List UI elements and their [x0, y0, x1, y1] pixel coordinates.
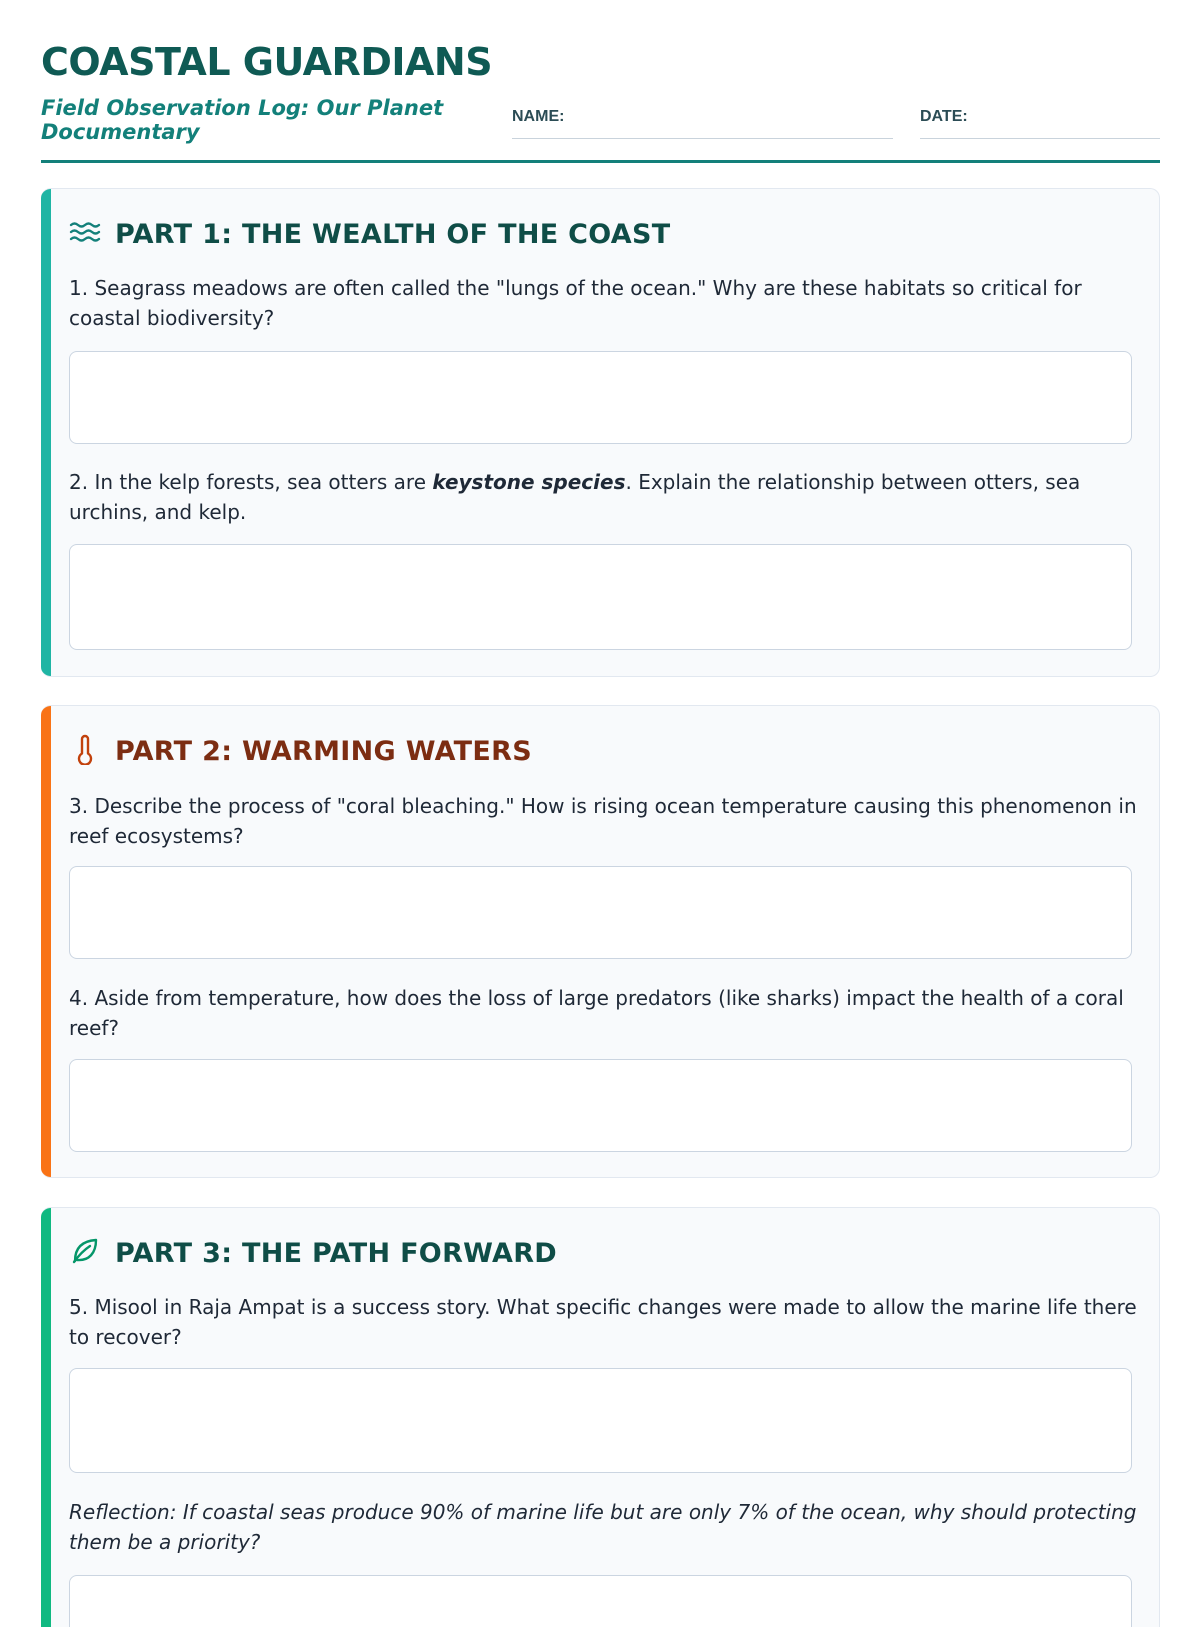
- section-title: PART 2: WARMING WATERS: [115, 735, 532, 767]
- section-part-3: [41, 1207, 1160, 1627]
- date-label: DATE:: [920, 108, 968, 125]
- section-header: [69, 733, 532, 769]
- question-3: 3. Describe the process of "coral bleaching." How is rising ocean temperature causing this phenomenon in reef ecosystems?: [69, 794, 1137, 848]
- question-4: 4. Aside from temperature, how does the loss of large predators (like sharks) impact the health of a coral reef?: [69, 986, 1124, 1040]
- section-title: PART 1: THE WEALTH OF THE COAST: [115, 218, 671, 250]
- section-header: [69, 1235, 557, 1271]
- thermometer-icon: [69, 733, 101, 769]
- section-part-1: [41, 188, 1160, 677]
- date-field[interactable]: [920, 108, 1160, 139]
- section-accent-bar: [41, 189, 51, 676]
- name-field[interactable]: [512, 108, 893, 139]
- answer-box-3[interactable]: [69, 866, 1132, 959]
- worksheet-subtitle: Field Observation Log: Our Planet Documentary: [41, 96, 444, 144]
- reflection-question: Reflection: If coastal seas produce 90% of marine life but are only 7% of the ocean, why should protecting them be a priority?: [69, 1500, 1137, 1554]
- answer-box-5[interactable]: [69, 1368, 1132, 1473]
- answer-box-1[interactable]: [69, 351, 1132, 444]
- section-accent-bar: [41, 1208, 51, 1627]
- keystone-species-emphasis: keystone species: [432, 470, 626, 494]
- answer-box-4[interactable]: [69, 1059, 1132, 1152]
- worksheet-title: COASTAL GUARDIANS: [41, 40, 493, 84]
- worksheet-header: [41, 0, 1160, 163]
- question-1: 1. Seagrass meadows are often called the "lungs of the ocean." Why are these habitats so critical for coastal biodiversity?: [69, 276, 1082, 330]
- answer-box-2[interactable]: [69, 544, 1132, 650]
- waves-icon: [69, 216, 101, 252]
- answer-box-reflection[interactable]: [69, 1575, 1132, 1627]
- section-accent-bar: [41, 706, 51, 1177]
- section-title: PART 3: THE PATH FORWARD: [115, 1237, 558, 1269]
- name-label: NAME:: [512, 108, 565, 125]
- leaf-icon: [69, 1235, 101, 1271]
- question-5: 5. Misool in Raja Ampat is a success story. What specific changes were made to allow the marine life there to recover?: [69, 1295, 1137, 1349]
- section-part-2: [41, 705, 1160, 1178]
- question-2: 2. In the kelp forests, sea otters are keystone species. Explain the relationship between otters, sea urchins, and kelp.: [69, 470, 1081, 524]
- section-header: [69, 216, 670, 252]
